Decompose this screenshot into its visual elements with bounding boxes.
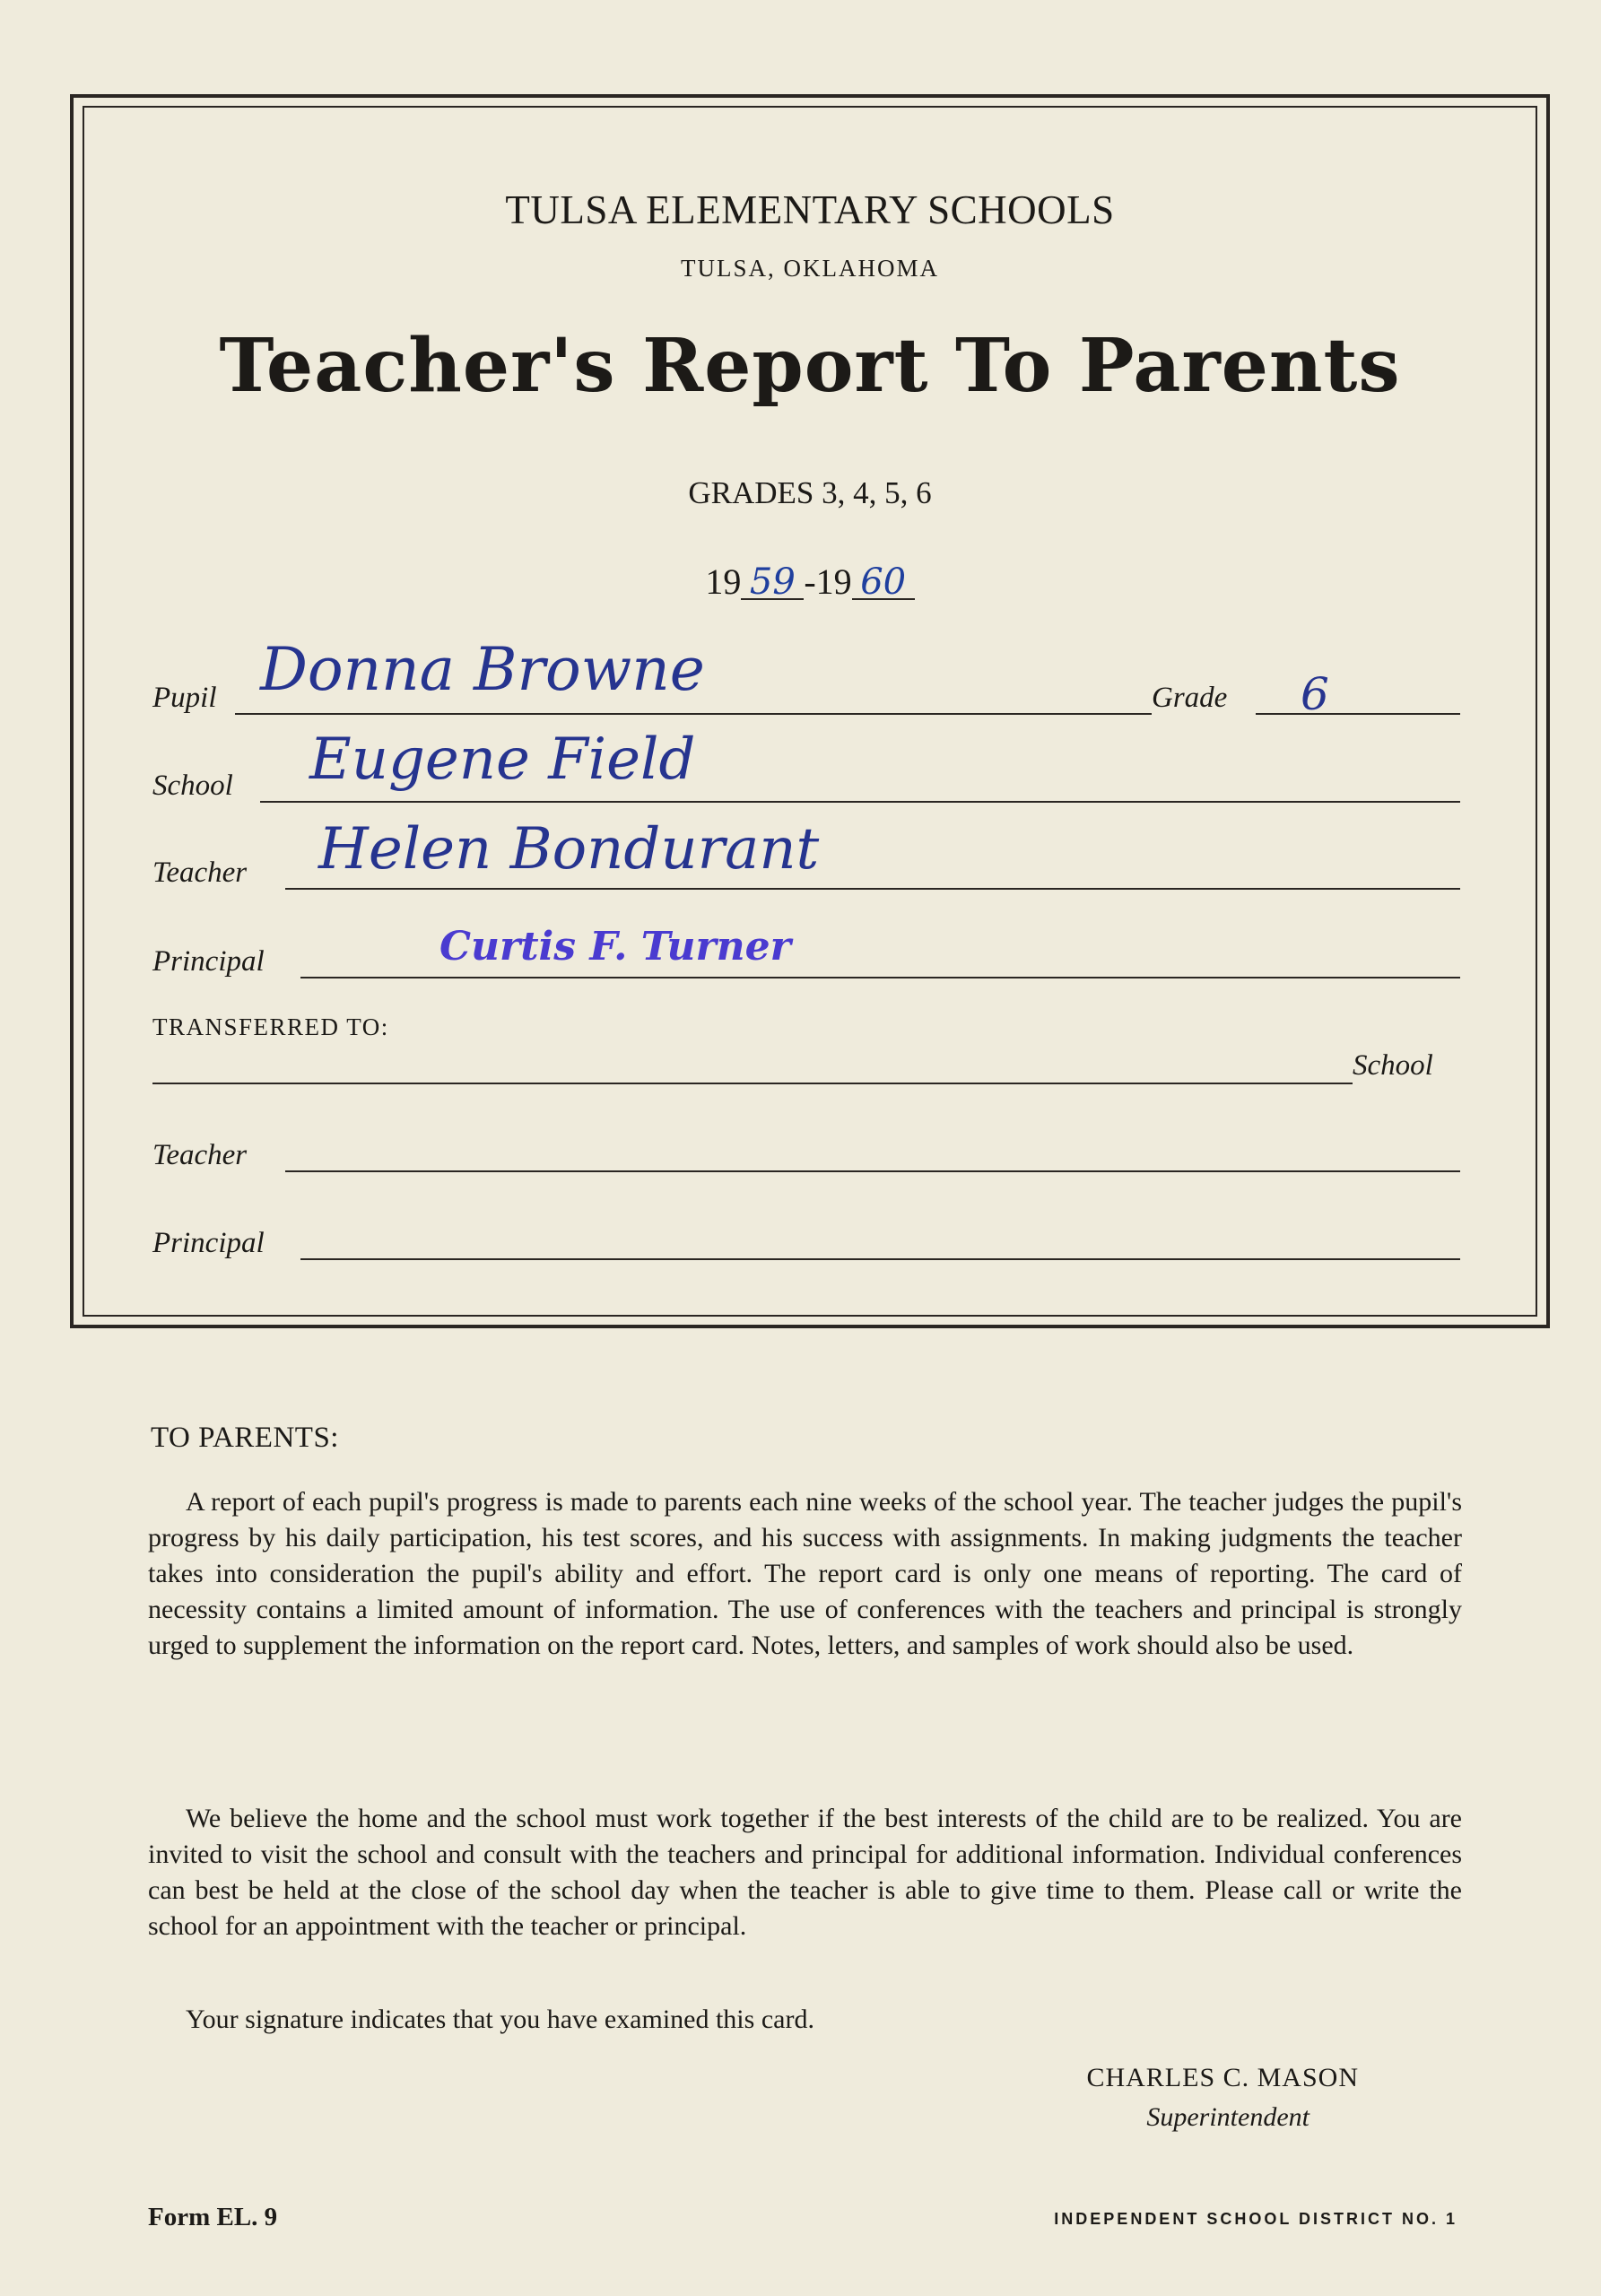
transfer-principal-label: Principal bbox=[152, 1227, 265, 1259]
school-year bbox=[83, 561, 1537, 603]
year-handwritten-2: 60 bbox=[852, 566, 915, 600]
transferred-heading: TRANSFERRED TO: bbox=[152, 1013, 389, 1040]
year-handwritten-1: 59 bbox=[741, 566, 804, 600]
grade-label: Grade bbox=[1152, 682, 1228, 714]
pupil-label: Pupil bbox=[152, 682, 217, 714]
school-value: Eugene Field bbox=[309, 726, 696, 793]
to-parents-heading: TO PARENTS: bbox=[151, 1422, 339, 1454]
school-district: INDEPENDENT SCHOOL DISTRICT NO. 1 bbox=[1054, 2210, 1457, 2228]
pupil-value: Donna Browne bbox=[260, 635, 705, 704]
notice-paragraph-2: We believe the home and the school must work together if the best interests of the child are to be realized. You are invited to visit the school and consult with the teachers and principal for additional information. Individual conferences can best be held at the close of the school day when the teacher is able to give time to them. Please call or write the school for an appointment with the teacher or principal. bbox=[148, 1804, 1462, 1941]
teacher-line bbox=[285, 888, 1460, 890]
school-system-name: TULSA ELEMENTARY SCHOOLS bbox=[505, 187, 1115, 232]
transfer-teacher-line bbox=[285, 1170, 1460, 1172]
report-title: Teacher's Report To Parents bbox=[219, 323, 1401, 409]
transfer-school-line bbox=[152, 1083, 1353, 1084]
grade-value: 6 bbox=[1301, 668, 1329, 720]
year-separator: -19 bbox=[804, 561, 852, 602]
principal-value: Curtis F. Turner bbox=[439, 924, 791, 970]
teacher-label: Teacher bbox=[152, 857, 248, 889]
pupil-line bbox=[235, 713, 1152, 715]
transfer-teacher-label: Teacher bbox=[152, 1139, 248, 1171]
superintendent-name: CHARLES C. MASON bbox=[1086, 2063, 1359, 2092]
city-name: TULSA, OKLAHOMA bbox=[681, 255, 939, 282]
school-label: School bbox=[152, 770, 233, 802]
principal-line bbox=[300, 977, 1460, 978]
superintendent-title: Superintendent bbox=[1146, 2102, 1310, 2132]
notice-paragraph-1: A report of each pupil's progress is made to parents each nine weeks of the school year. The teacher judges the pupil's progress by his daily participation, his test scores, and his success with assignments. In making judgments the teacher takes into consideration the pupil's ability and effort. The report card is only one means of reporting. The card of necessity contains a limited amount of information. The use of conferences with the teachers and principal is strongly urged to supplement the information on the report card. Notes, letters, and samples of work should also be used. bbox=[148, 1487, 1462, 1660]
form-number: Form EL. 9 bbox=[148, 2203, 278, 2231]
school-line bbox=[260, 801, 1460, 803]
notice-paragraph-3: Your signature indicates that you have examined this card. bbox=[186, 2005, 814, 2034]
grades-range: GRADES 3, 4, 5, 6 bbox=[688, 475, 932, 510]
principal-label: Principal bbox=[152, 945, 265, 978]
grade-line bbox=[1256, 713, 1460, 715]
teacher-value: Helen Bondurant bbox=[318, 816, 820, 883]
transfer-principal-line bbox=[300, 1258, 1460, 1260]
transfer-school-label: School bbox=[1353, 1049, 1433, 1082]
year-prefix-1: 19 bbox=[705, 561, 742, 602]
